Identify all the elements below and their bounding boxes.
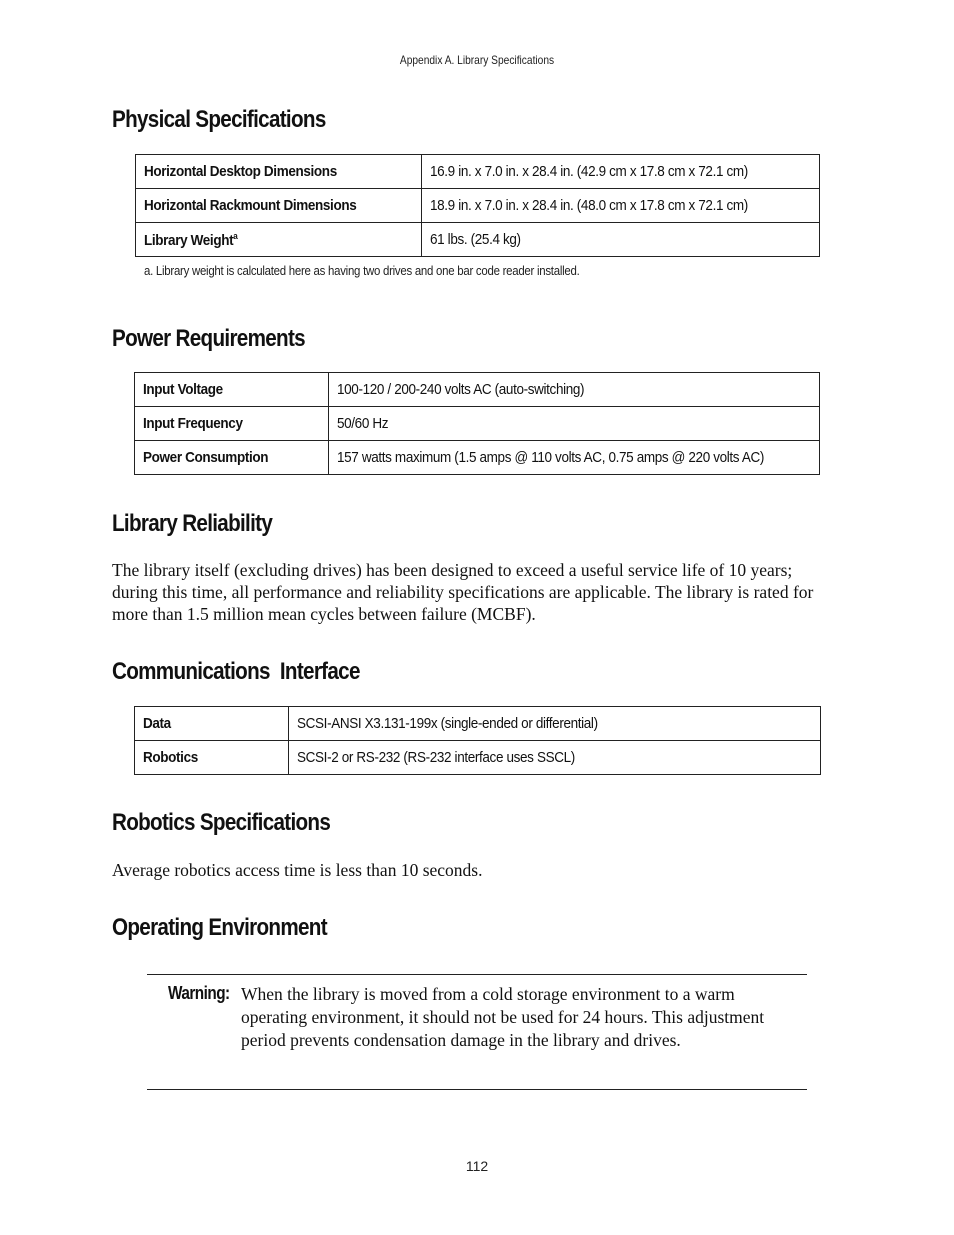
section-title-robotics: Robotics Specifications — [112, 809, 331, 836]
table-row — [135, 741, 821, 775]
table-row — [135, 707, 821, 741]
warning-text: When the library is moved from a cold storage environment to a warm operating environment, it should not be used for 24 hours. This adjustment period prevents condensation damage in the library and drives. — [241, 984, 765, 1050]
reliability-text: The library itself (excluding drives) has been designed to exceed a useful service life of 10 years; during this time, all performance and reliability specifications are applicable. The library is rated for more than 1.5 million mean cycles between failure (MCBF). — [112, 560, 814, 624]
warning-top-rule — [147, 974, 807, 975]
table-row — [136, 223, 820, 257]
table-row — [135, 441, 820, 475]
spec-key: Library Weight — [144, 231, 234, 249]
robotics-text: Average robotics access time is less than 10 seconds. — [112, 860, 483, 880]
table-row — [136, 155, 820, 189]
page-number: 112 — [465, 1158, 489, 1174]
spec-key: Horizontal Rackmount Dimensions — [144, 197, 357, 214]
table-row — [135, 407, 820, 441]
table-row — [135, 373, 820, 407]
communications-spec-table — [134, 706, 821, 775]
spec-value: 100-120 / 200-240 volts AC (auto-switching) — [336, 381, 584, 398]
running-head: Appendix A. Library Specifications — [399, 53, 555, 67]
spec-key: Input Frequency — [143, 415, 243, 432]
section-title-communications: Communications Interface — [112, 658, 360, 685]
section-title-power: Power Requirements — [112, 325, 305, 352]
spec-value: 18.9 in. x 7.0 in. x 28.4 in. (48.0 cm x 17.8 cm x 72.1 cm) — [430, 197, 748, 214]
section-title-physical: Physical Specifications — [112, 106, 326, 133]
warning-bottom-rule — [147, 1089, 807, 1090]
spec-value: SCSI-2 or RS-232 (RS-232 interface uses SSCL) — [297, 749, 575, 766]
spec-value: SCSI-ANSI X3.131-199x (single-ended or differential) — [297, 715, 598, 732]
spec-key: Input Voltage — [143, 381, 223, 398]
table-row — [136, 189, 820, 223]
spec-value: 16.9 in. x 7.0 in. x 28.4 in. (42.9 cm x 17.8 cm x 72.1 cm) — [430, 163, 748, 180]
spec-key: Power Consumption — [143, 449, 269, 466]
footnote: a. Library weight is calculated here as having two drives and one bar code reader installed. — [144, 263, 580, 278]
spec-value: 157 watts maximum (1.5 amps @ 110 volts AC, 0.75 amps @ 220 volts AC) — [336, 449, 764, 466]
spec-key: Robotics — [143, 749, 198, 766]
footnote-marker: a — [233, 230, 238, 241]
spec-value: 50/60 Hz — [336, 415, 388, 432]
section-title-environment: Operating Environment — [112, 914, 327, 941]
spec-value: 61 lbs. (25.4 kg) — [430, 231, 521, 248]
spec-key: Data — [143, 715, 171, 732]
physical-spec-table — [135, 154, 820, 257]
power-spec-table — [134, 372, 820, 475]
section-title-reliability: Library Reliability — [112, 510, 273, 537]
warning-label: Warning: — [168, 983, 230, 1003]
spec-key: Horizontal Desktop Dimensions — [144, 163, 337, 180]
